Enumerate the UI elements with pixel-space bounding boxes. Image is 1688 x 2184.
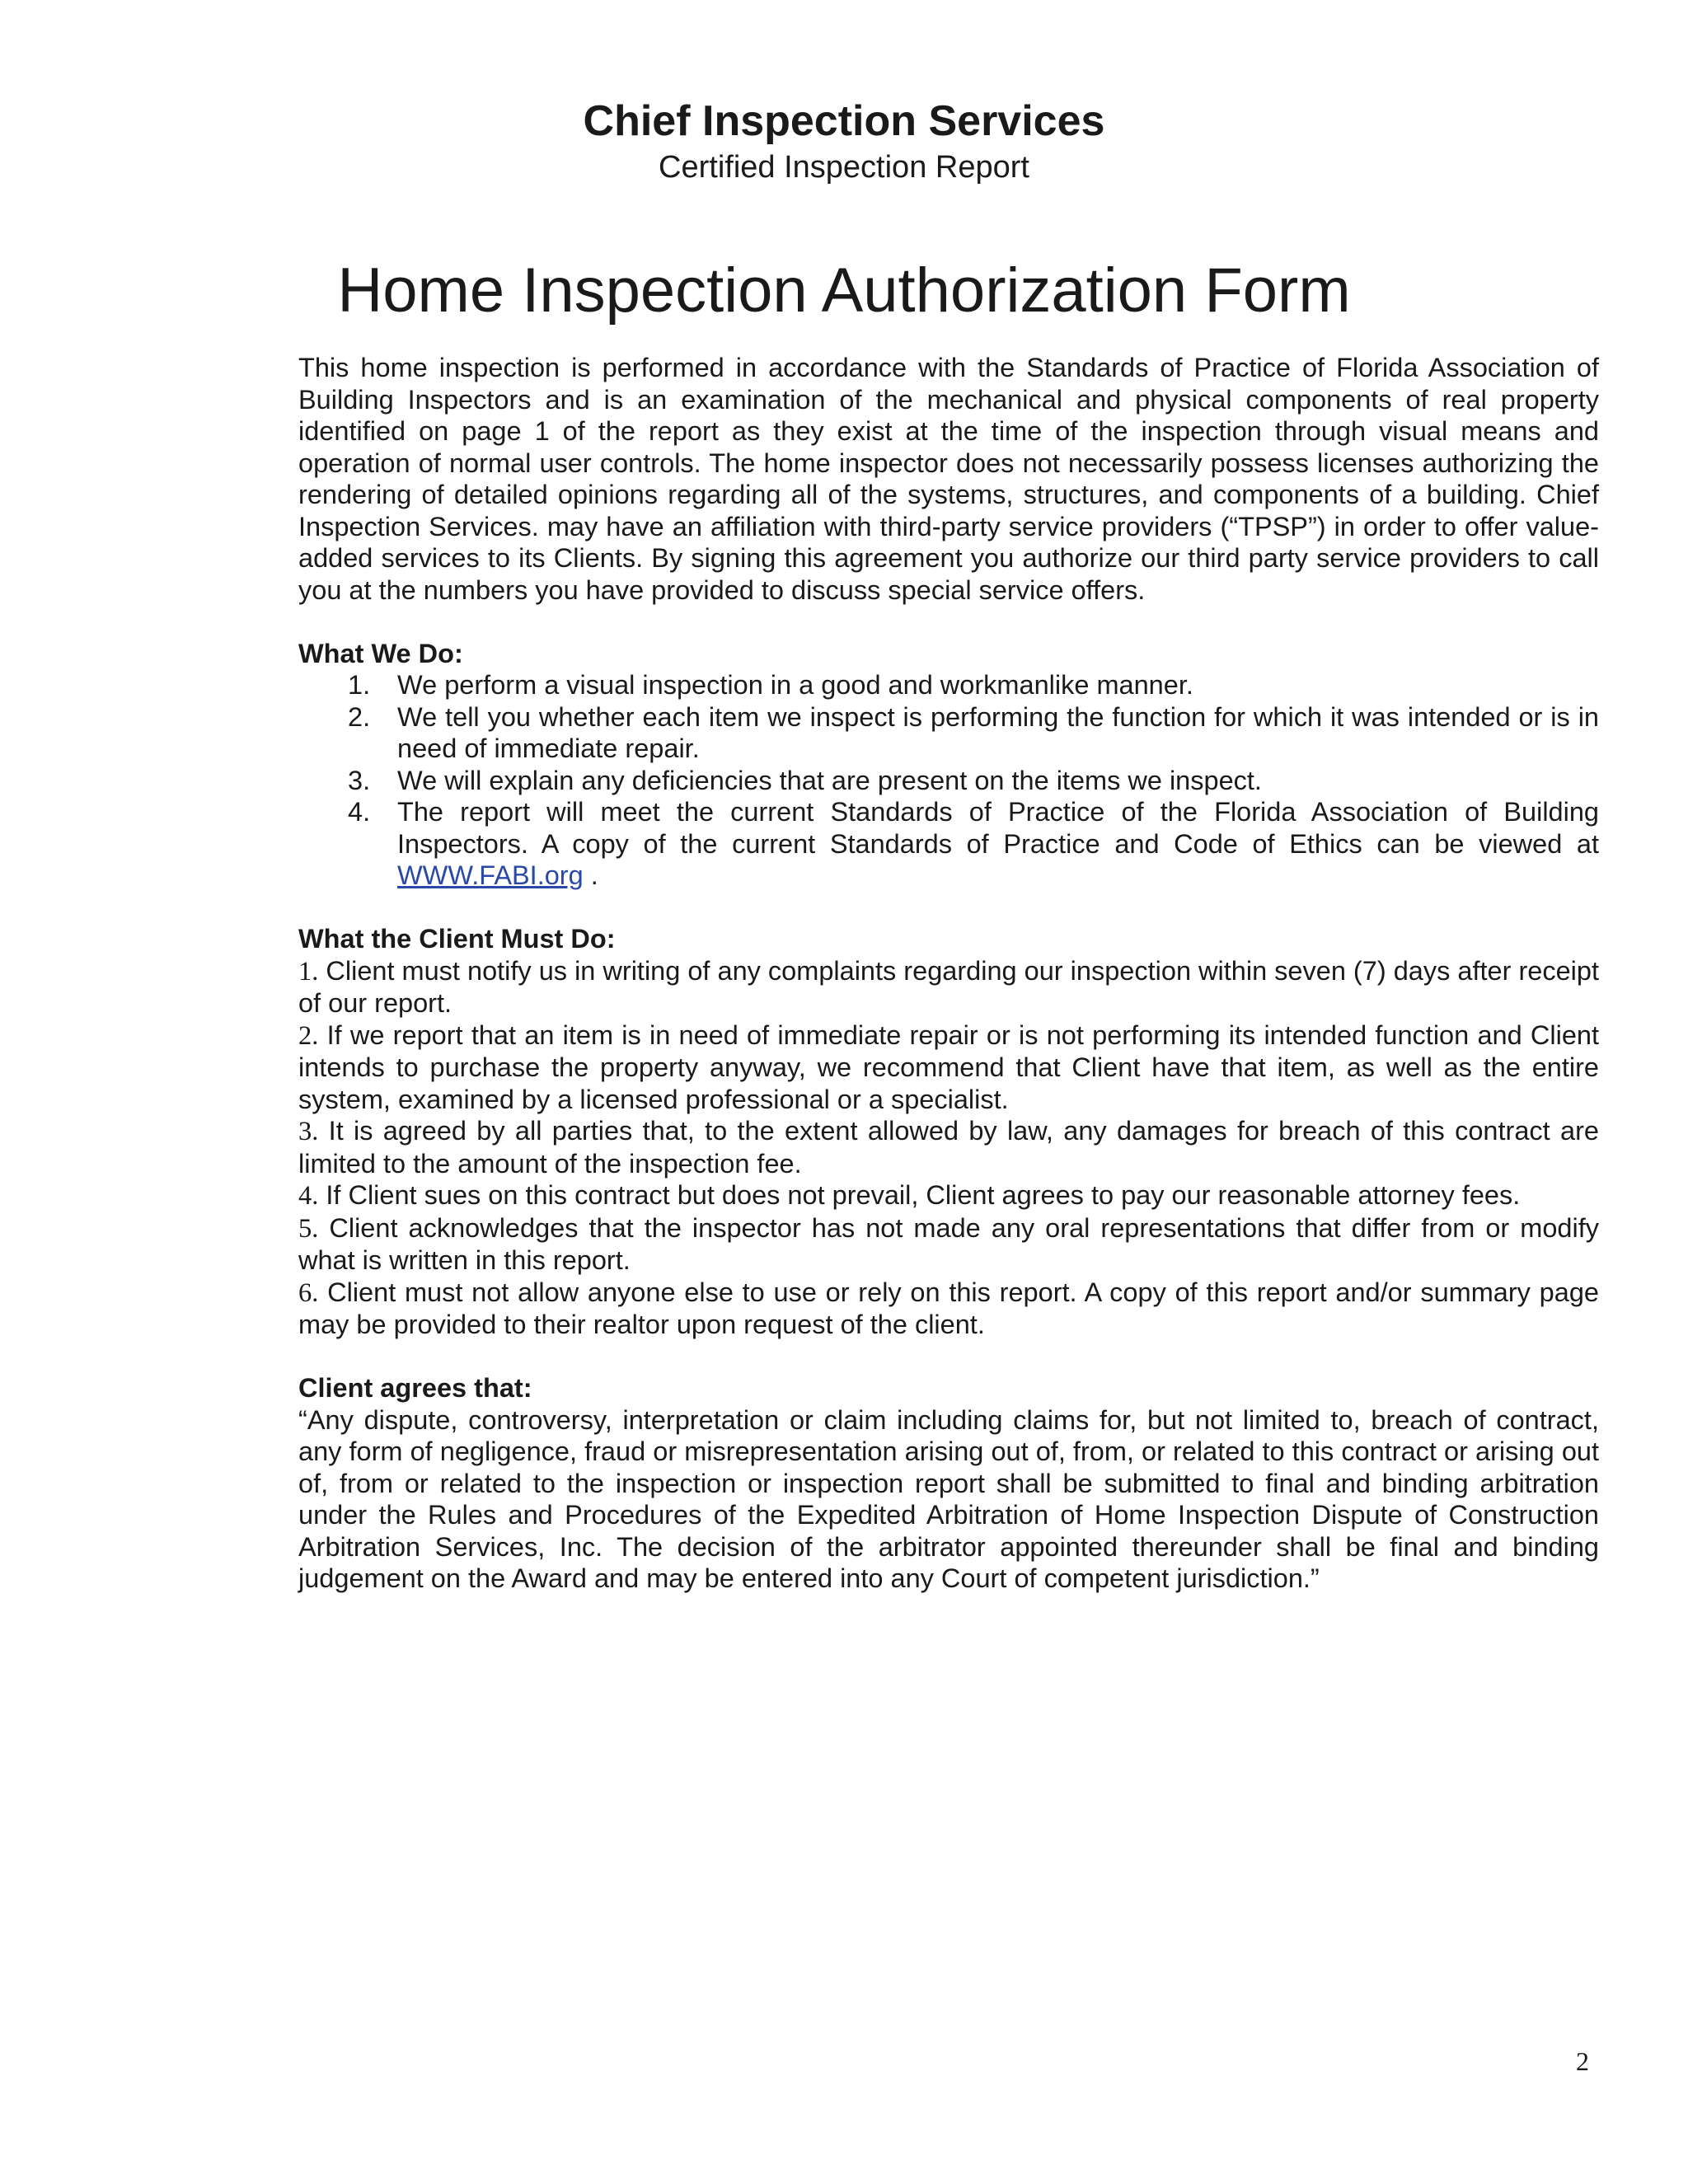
fabi-link[interactable]: WWW.FABI.org bbox=[397, 860, 584, 890]
client-must-do-heading: What the Client Must Do: bbox=[298, 924, 616, 954]
item-text: It is agreed by all parties that, to the extent allowed by law, any damages for breach of this contract are limited to the amount of the inspection fee. bbox=[298, 1116, 1599, 1179]
what-we-do-heading: What We Do: bbox=[298, 638, 463, 668]
list-text: We tell you whether each item we inspect is performing the function for which it was intended or is in need of immediate repair. bbox=[397, 701, 1599, 763]
item-number: 2. bbox=[298, 1020, 319, 1051]
form-title: Home Inspection Authorization Form bbox=[337, 255, 1351, 326]
item-number: 1. bbox=[298, 956, 319, 987]
client-item bbox=[298, 1019, 1599, 1116]
item-number: 4. bbox=[298, 1181, 319, 1211]
company-name: Chief Inspection Services bbox=[583, 97, 1105, 145]
spacer bbox=[298, 892, 1599, 924]
list-item bbox=[298, 796, 1599, 892]
item-number: 6. bbox=[298, 1277, 319, 1308]
list-text: We will explain any deficiencies that are present on the items we inspect. bbox=[397, 765, 1262, 795]
list-item bbox=[298, 701, 1599, 765]
client-item bbox=[298, 1212, 1599, 1277]
item-text: If Client sues on this contract but does not prevail, Client agrees to pay our reasonable attorney fees. bbox=[318, 1180, 1521, 1210]
intro-paragraph: This home inspection is performed in accordance with the Standards of Practice of Florida Association of Building Inspectors and is an examination of the mechanical and physical components of real property identified on page 1 of the report as they exist at the time of the inspection through visual means and operation of normal user controls. The home inspector does not necessarily possess licenses authorizing the rendering of detailed opinions regarding all of the systems, structures, and components of a building. Chief Inspection Services. may have an affiliation with third-party service providers (“TPSP”) in order to offer value-added services to its Clients. By signing this agreement you authorize our third party service providers to call you at the numbers you have provided to discuss special service offers. bbox=[298, 353, 1599, 605]
client-item bbox=[298, 1115, 1599, 1179]
spacer bbox=[298, 606, 1599, 638]
list-text: We perform a visual inspection in a good and workmanlike manner. bbox=[397, 670, 1193, 700]
item-text: If we report that an item is in need of immediate repair or is not performing its intended function and Client intends to purchase the property anyway, we recommend that Client have that item, as well as the entire system, examined by a licensed professional or a specialist. bbox=[298, 1019, 1599, 1114]
page-number: 2 bbox=[1576, 2046, 1589, 2076]
list-item bbox=[298, 669, 1599, 701]
report-subtitle: Certified Inspection Report bbox=[659, 150, 1029, 185]
client-agrees-heading: Client agrees that: bbox=[298, 1373, 532, 1403]
arbitration-clause: “Any dispute, controversy, interpretation or claim including claims for, but not limited to, breach of contract, any form of negligence, fraud or misrepresentation arising out of, from, or related to this contract or arising out of, from or related to the inspection or inspection report shall be submitted to final and binding arbitration under the Rules and Procedures of the Expedited Arbitration of Home Inspection Dispute of Construction Arbitration Services, Inc. The decision of the arbitrator appointed thereunder shall be final and binding judgement on the Award and may be entered into any Court of competent jurisdiction.” bbox=[298, 1404, 1599, 1593]
what-we-do-list bbox=[298, 669, 1599, 892]
document-body bbox=[298, 352, 1599, 1595]
item-number: 3. bbox=[298, 1117, 319, 1146]
list-number: 3. bbox=[348, 765, 371, 795]
client-item bbox=[298, 955, 1599, 1019]
spacer bbox=[298, 1341, 1599, 1373]
list-number: 4. bbox=[348, 797, 371, 827]
list-number: 2. bbox=[348, 701, 371, 732]
client-item bbox=[298, 1179, 1599, 1212]
client-item bbox=[298, 1277, 1599, 1341]
list-item bbox=[298, 765, 1599, 797]
item-text: Client acknowledges that the inspector has not made any oral representations that differ from or modify what is written in this report. bbox=[298, 1212, 1599, 1275]
item-text: Client must not allow anyone else to use or rely on this report. A copy of this report and/or summary page may be provided to their realtor upon request of the client. bbox=[298, 1277, 1599, 1339]
list-text: The report will meet the current Standards of Practice of the Florida Association of Building Inspectors. A copy of the current Standards of Practice and Code of Ethics can be viewed at bbox=[397, 797, 1599, 859]
list-number: 1. bbox=[348, 670, 371, 700]
item-text: Client must notify us in writing of any complaints regarding our inspection within seven (7) days after receipt of our report. bbox=[298, 955, 1599, 1018]
item-number: 5. bbox=[298, 1213, 319, 1244]
list-text-after: . bbox=[583, 860, 598, 890]
